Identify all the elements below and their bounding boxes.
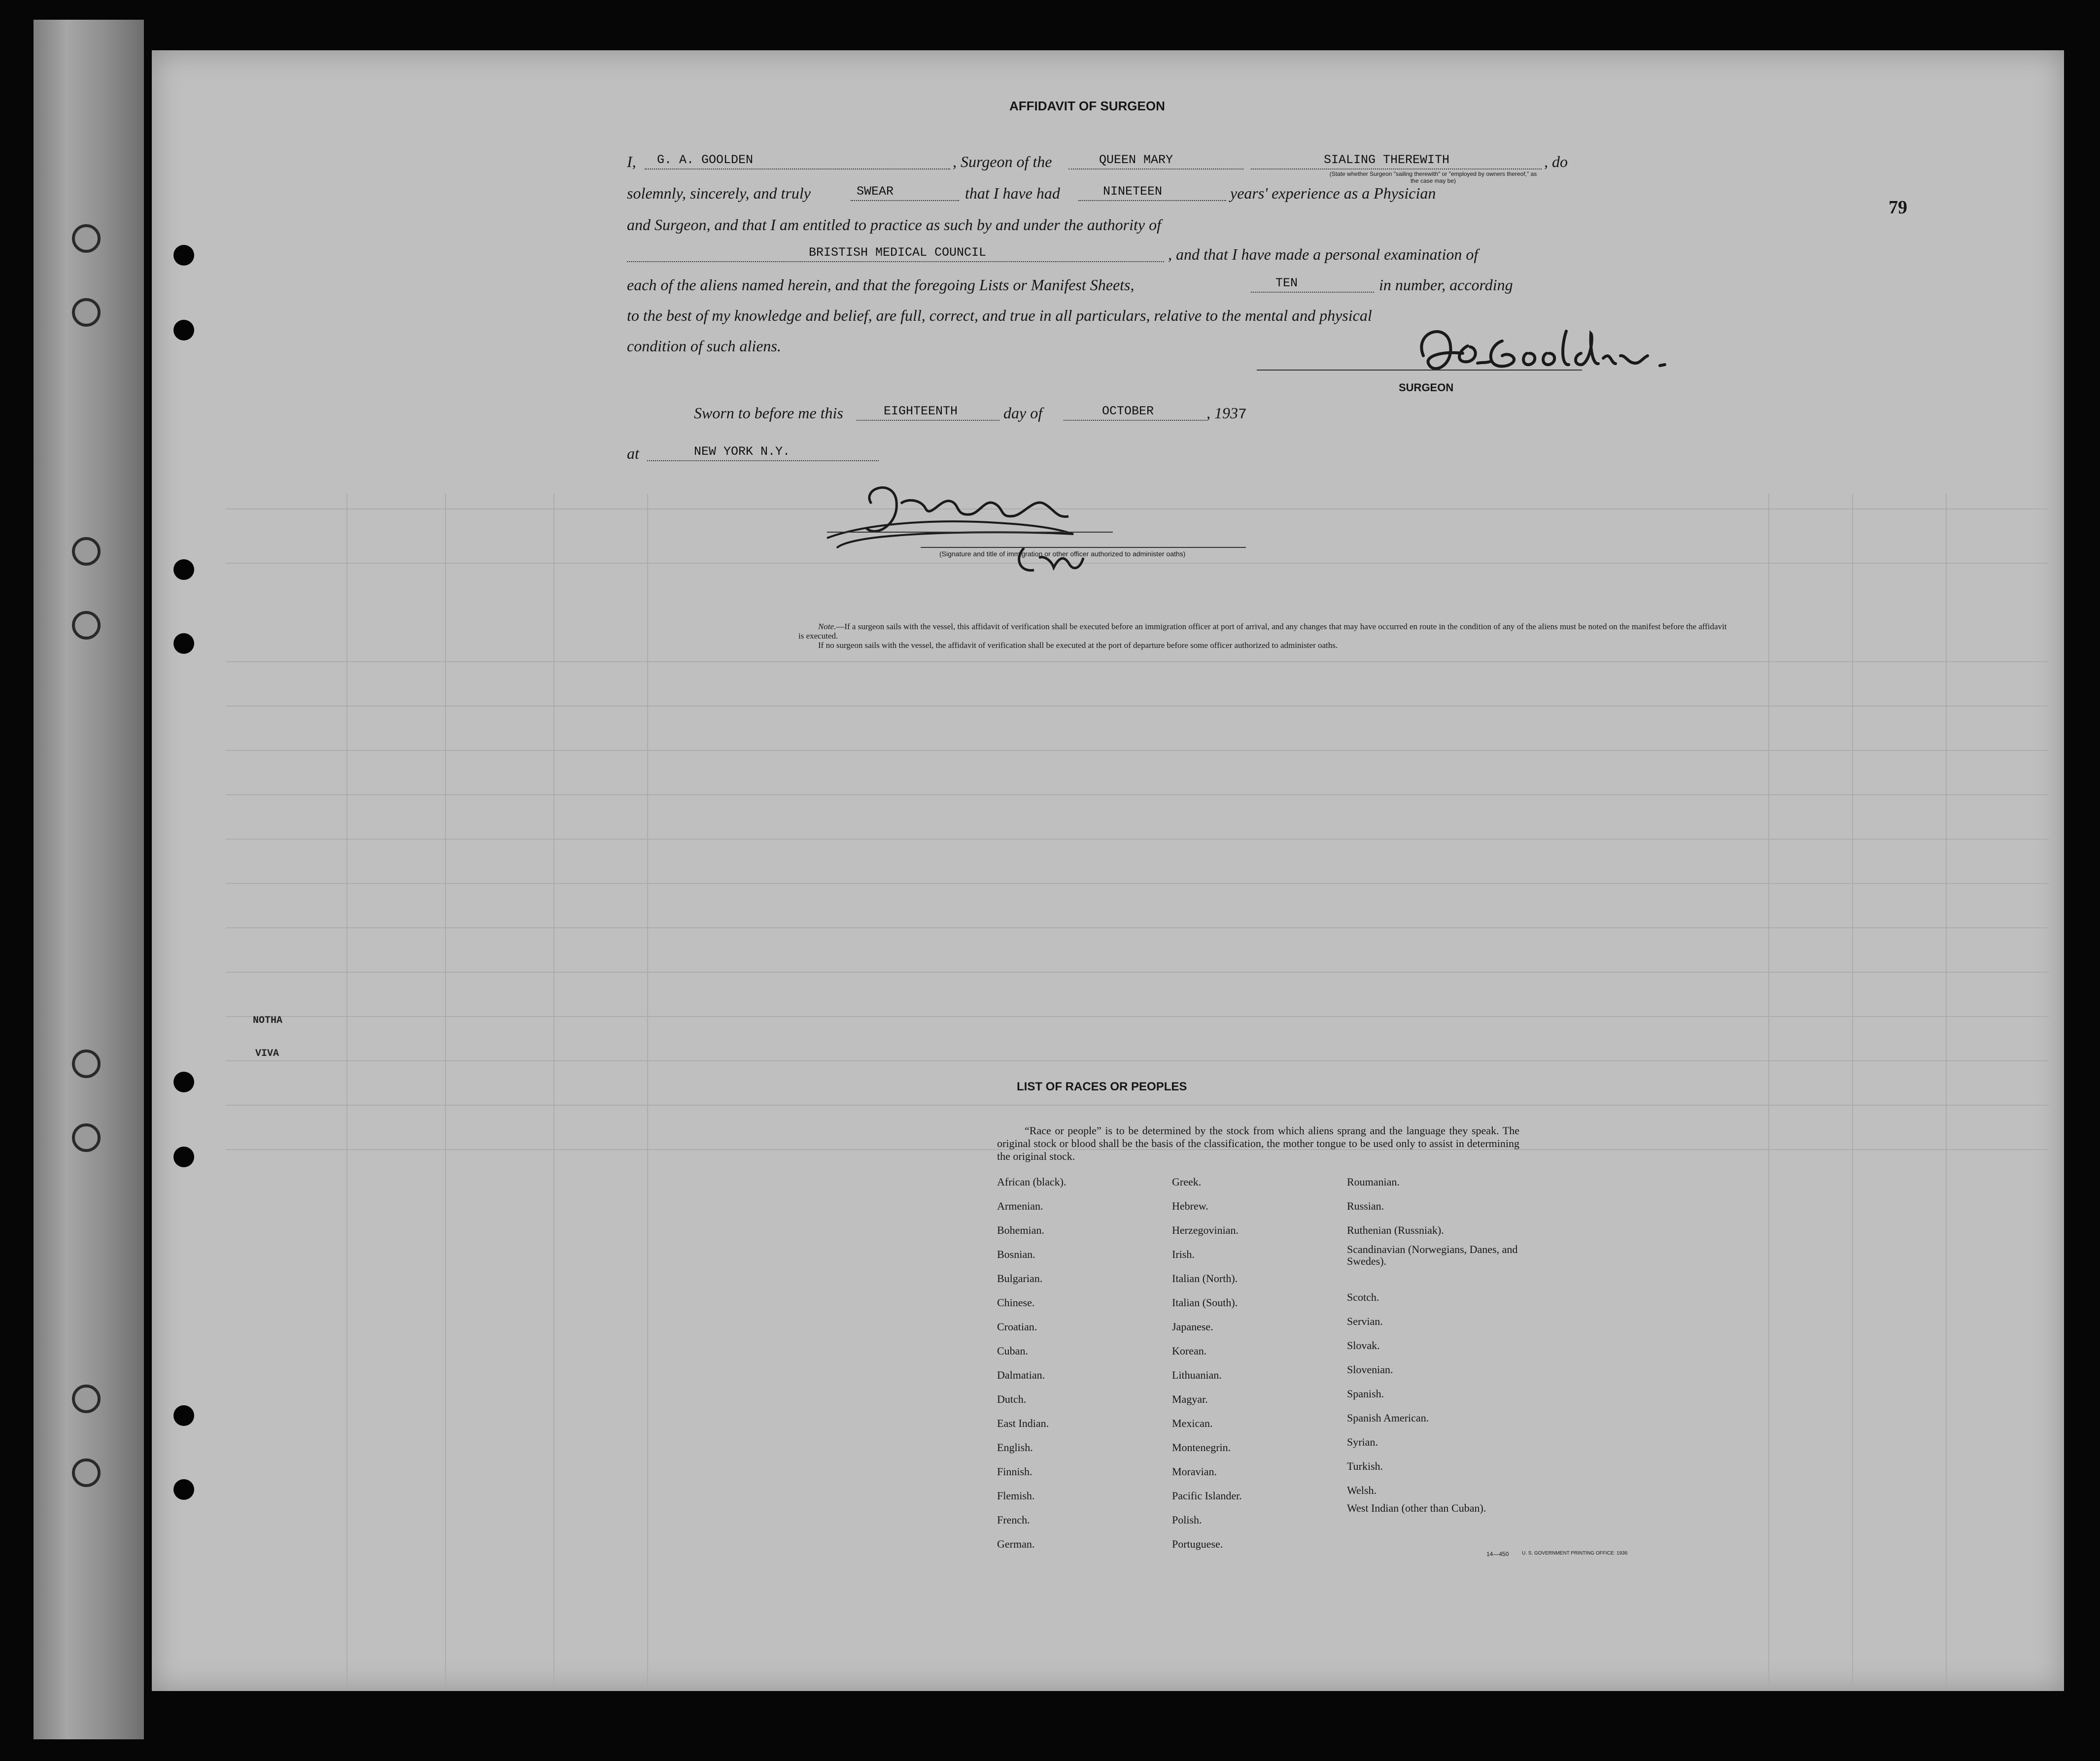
ledger-ghost-rule (226, 1105, 2049, 1106)
surgeon-signature (1404, 316, 1778, 400)
race-item: Moravian. (1172, 1465, 1217, 1478)
surgeon-role-hint: (State whether Surgeon "sailing therewith" or "employed by owners thereof," as the case may be) (1329, 170, 1537, 184)
race-item: Slovak. (1347, 1339, 1380, 1352)
ledger-ghost-rule (226, 750, 2049, 751)
race-item: Polish. (1172, 1514, 1202, 1526)
surgeon-name-value: G. A. GOOLDEN (657, 153, 754, 167)
race-item: German. (997, 1538, 1035, 1550)
affidavit-line-1 (627, 153, 636, 171)
punch-hole (173, 1147, 194, 1167)
binding-hole (72, 1458, 101, 1487)
affidavit-line-2-start: solemnly, sincerely, and truly (627, 184, 811, 202)
dotted-rule (627, 261, 1164, 262)
ledger-ghost-column (553, 494, 554, 1686)
race-item: Chinese. (997, 1296, 1035, 1309)
note-text-1: —If a surgeon sails with the vessel, this affidavit of verification shall be executed before an immigration officer at port of arrival, and any changes that may have occurred en route in the condition of any of the aliens must be noted on the manifest before the affidavit is executed. (798, 622, 1727, 641)
ledger-binding-strip (34, 20, 144, 1739)
margin-mark: NOTHA (253, 1015, 283, 1026)
affidavit-surgeon-of: , Surgeon of the (953, 153, 1052, 170)
dotted-rule (1251, 292, 1374, 293)
race-item: Dalmatian. (997, 1369, 1045, 1381)
punch-hole (173, 1072, 194, 1092)
ledger-ghost-column (346, 494, 347, 1686)
race-item: African (black). (997, 1176, 1067, 1188)
officer-caption: (Signature and title of immigration or other officer authorized to administer oaths) (939, 550, 1186, 558)
at-place-value: NEW YORK N.Y. (694, 444, 791, 459)
ledger-ghost-rule (226, 972, 2049, 973)
dotted-rule (851, 200, 959, 201)
dotted-rule (647, 460, 879, 461)
dotted-rule (1078, 200, 1226, 201)
race-item: Irish. (1172, 1248, 1195, 1260)
race-item: Mexican. (1172, 1417, 1213, 1429)
race-item: Japanese. (1172, 1321, 1213, 1333)
race-item: Welsh. (1347, 1484, 1377, 1496)
races-column-1 (997, 1170, 1066, 1556)
affidavit-line-4-end: , and that I have made a personal examination of (1168, 245, 1479, 263)
page-number: 79 (1889, 197, 1907, 218)
note-text-2: If no surgeon sails with the vessel, the affidavit of verification shall be executed at the port of departure before some officer authorized to administer oaths. (818, 641, 1338, 650)
binding-hole (72, 298, 101, 327)
punch-hole (173, 633, 194, 654)
race-item: Finnish. (997, 1465, 1033, 1478)
binding-hole (72, 224, 101, 253)
race-item: Dutch. (997, 1393, 1027, 1405)
sworn-month-value: OCTOBER (1102, 404, 1154, 418)
race-item: Croatian. (997, 1321, 1037, 1333)
punch-hole (173, 245, 194, 266)
oath-value: SWEAR (857, 184, 894, 199)
punch-hole (173, 559, 194, 580)
race-item: Syrian. (1347, 1436, 1378, 1448)
note-label: Note. (818, 622, 836, 631)
affidavit-line-5-start: each of the aliens named herein, and that the foregoing Lists or Manifest Sheets, (627, 276, 1135, 294)
ledger-ghost-column (1768, 494, 1769, 1686)
affidavit-line-2-end: years' experience as a Physician (1230, 184, 1436, 202)
races-title: LIST OF RACES OR PEOPLES (1017, 1080, 1187, 1093)
year-digit: 7 (1238, 406, 1247, 423)
affidavit-i: I, (627, 153, 636, 170)
officer-signature-line (921, 547, 1246, 548)
race-item: Herzegovinian. (1172, 1224, 1239, 1236)
ledger-ghost-column (1852, 494, 1853, 1686)
race-item: Slovenian. (1347, 1363, 1393, 1376)
surgeon-label: SURGEON (1399, 381, 1454, 394)
dotted-rule (857, 420, 999, 421)
ledger-ghost-column (1946, 494, 1947, 1686)
race-item: Roumanian. (1347, 1176, 1400, 1188)
affidavit-do: , do (1544, 153, 1568, 170)
years-experience-value: NINETEEN (1103, 184, 1163, 199)
binding-hole (72, 1385, 101, 1413)
races-column-2 (1172, 1170, 1242, 1556)
affidavit-note (798, 622, 1730, 650)
ship-name-value: QUEEN MARY (1099, 153, 1173, 167)
race-item: Bulgarian. (997, 1272, 1043, 1285)
ledger-ghost-rule (226, 927, 2049, 928)
races-intro: “Race or people” is to be determined by the stock from which aliens sprang and the language they speak. The original stock or blood shall be the basis of the classification, the mother tongue to be used only to assist in determining the original stock. (997, 1124, 1519, 1162)
ledger-ghost-rule (226, 1060, 2049, 1061)
sworn-year-prefix (1206, 404, 1247, 423)
ledger-ghost-rule (226, 794, 2049, 795)
race-item: Lithuanian. (1172, 1369, 1222, 1381)
race-item: Scandinavian (Norwegians, Danes, and Swedes). (1347, 1243, 1518, 1267)
race-item: Italian (North). (1172, 1272, 1238, 1285)
surgeon-role-value: SIALING THEREWITH (1324, 153, 1450, 167)
affidavit-line-5-end: in number, according (1379, 276, 1513, 294)
race-item: West Indian (other than Cuban). (1347, 1502, 1486, 1514)
ledger-ghost-rule (226, 839, 2049, 840)
sworn-start: Sworn to before me this (694, 404, 843, 422)
ledger-ghost-rule (226, 883, 2049, 884)
affidavit-line-7: condition of such aliens. (627, 337, 781, 355)
margin-mark: VIVA (255, 1048, 279, 1059)
race-item: Bosnian. (997, 1248, 1035, 1260)
race-item: Spanish American. (1347, 1412, 1429, 1424)
race-item: Armenian. (997, 1200, 1043, 1212)
race-item: Servian. (1347, 1315, 1383, 1327)
ledger-ghost-rule (226, 661, 2049, 662)
punch-hole (173, 1405, 194, 1426)
affidavit-line-2-mid: that I have had (965, 184, 1060, 202)
at-label: at (627, 444, 639, 462)
binding-hole (72, 537, 101, 566)
race-item: Flemish. (997, 1490, 1035, 1502)
officer-signature (807, 469, 1152, 592)
race-item: Hebrew. (1172, 1200, 1208, 1212)
race-item: Scotch. (1347, 1291, 1379, 1303)
ledger-ghost-rule (226, 1016, 2049, 1017)
races-column-3 (1347, 1170, 1529, 1526)
race-item: Montenegrin. (1172, 1441, 1231, 1454)
binding-hole (72, 1123, 101, 1152)
dotted-rule (1064, 420, 1206, 421)
race-item: Russian. (1347, 1200, 1384, 1212)
race-item: East Indian. (997, 1417, 1049, 1429)
race-item: Korean. (1172, 1345, 1207, 1357)
sworn-day-value: EIGHTEENTH (884, 404, 958, 418)
year-prefix: , 193 (1206, 404, 1238, 422)
race-item: Greek. (1172, 1176, 1202, 1188)
ledger-ghost-column (647, 494, 648, 1686)
ledger-ghost-column (445, 494, 446, 1686)
affidavit-line-6: to the best of my knowledge and belief, are full, correct, and true in all particulars, relative to the mental and physical (627, 306, 1372, 324)
race-item: Italian (South). (1172, 1296, 1238, 1309)
race-item: Portuguese. (1172, 1538, 1223, 1550)
affidavit-line-3: and Surgeon, and that I am entitled to practice as such by and under the authority of (627, 216, 1161, 234)
race-item: English. (997, 1441, 1033, 1454)
race-item: Pacific Islander. (1172, 1490, 1242, 1502)
printer-code: U. S. GOVERNMENT PRINTING OFFICE: 1936 (1522, 1551, 1628, 1556)
punch-hole (173, 1479, 194, 1500)
race-item: Bohemian. (997, 1224, 1044, 1236)
punch-hole (173, 320, 194, 340)
form-code: 14—450 (1486, 1551, 1509, 1558)
race-item: Spanish. (1347, 1388, 1384, 1400)
race-item: Cuban. (997, 1345, 1028, 1357)
sworn-day-of: day of (1003, 404, 1043, 422)
ledger-ghost-rule (226, 706, 2049, 707)
affidavit-title: AFFIDAVIT OF SURGEON (1009, 99, 1165, 113)
race-item: Ruthenian (Russniak). (1347, 1224, 1444, 1236)
binding-hole (72, 611, 101, 640)
race-item: Magyar. (1172, 1393, 1208, 1405)
surgeon-signature-line (1257, 370, 1582, 371)
manifest-sheet (152, 50, 2064, 1691)
race-item: Turkish. (1347, 1460, 1383, 1472)
authority-value: BRISTISH MEDICAL COUNCIL (809, 245, 987, 260)
sheet-count-value: TEN (1275, 276, 1298, 290)
note-paragraph-1 (798, 622, 1730, 641)
race-item: French. (997, 1514, 1030, 1526)
binding-hole (72, 1050, 101, 1078)
